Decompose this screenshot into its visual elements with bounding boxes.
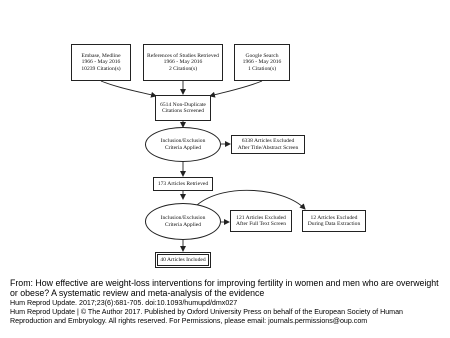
node-text: During Data Extraction	[307, 221, 361, 227]
node-text: 1 Citation(s)	[247, 65, 277, 72]
node-text: Inclusion/Exclusion	[160, 215, 206, 222]
caption-from: From: How effective are weight-loss interventions for improving fertility in women and men who are overweight or obese? A systematic review and meta-analysis of the evidence	[10, 278, 439, 299]
node-criteria-applied-2	[145, 203, 221, 240]
node-google-search	[234, 44, 290, 81]
node-text: 2 Citation(s)	[168, 65, 198, 72]
node-text: 1966 - May 2016	[242, 59, 282, 66]
node-text: References of Studies Retrieved	[147, 53, 219, 60]
edge-embase-to-nonduplicate	[101, 81, 156, 96]
figure-caption	[10, 278, 444, 326]
node-text: 6514 Non-Duplicate	[160, 101, 206, 108]
node-text: Criteria Applied	[164, 144, 202, 151]
node-text: Citations Screened	[161, 108, 205, 114]
node-embase-medline	[71, 44, 131, 81]
node-articles-retrieved	[153, 177, 213, 191]
node-text: Inclusion/Exclusion	[160, 138, 206, 145]
node-references-retrieved	[143, 44, 223, 81]
node-text: Google Search	[245, 53, 279, 60]
node-non-duplicate-citations	[155, 95, 211, 121]
node-articles-included	[155, 252, 211, 268]
node-text: Criteria Applied	[164, 221, 202, 228]
node-text: 12 Articles Excluded	[310, 214, 358, 221]
caption-copyright: Hum Reprod Update | © The Author 2017. Published by Oxford University Press on behalf of the European Society of Human Reproduction and Embryology. All rights reserved. For Permissions, please email: journals.permissions@oup.com	[10, 308, 403, 326]
node-excluded-data-extraction	[302, 210, 366, 232]
node-excluded-full-text	[230, 210, 292, 232]
node-text: 6338 Articles Excluded	[241, 138, 295, 145]
node-excluded-title-abstract	[231, 135, 305, 154]
node-text: 1966 - May 2016	[163, 59, 203, 66]
node-criteria-applied-1	[145, 127, 221, 162]
node-text: Embase, Medline	[81, 53, 121, 60]
node-text: 173 Articles Retrieved	[157, 180, 209, 187]
node-text: After Title/Abstract Screen	[237, 144, 299, 151]
node-text: 1966 - May 2016	[81, 59, 121, 66]
node-text: 10239 Citation(s)	[81, 65, 121, 72]
edge-google-to-nonduplicate	[210, 81, 262, 96]
node-text: After Full Text Screen	[236, 221, 286, 227]
caption-citation: Hum Reprod Update. 2017;23(6):681-705. doi:10.1093/humupd/dmx027	[10, 298, 238, 307]
edge-criteria2-to-excluded3	[197, 190, 305, 209]
node-text: 40 Articles Included	[160, 256, 206, 263]
node-text: 121 Articles Excluded	[236, 214, 286, 221]
